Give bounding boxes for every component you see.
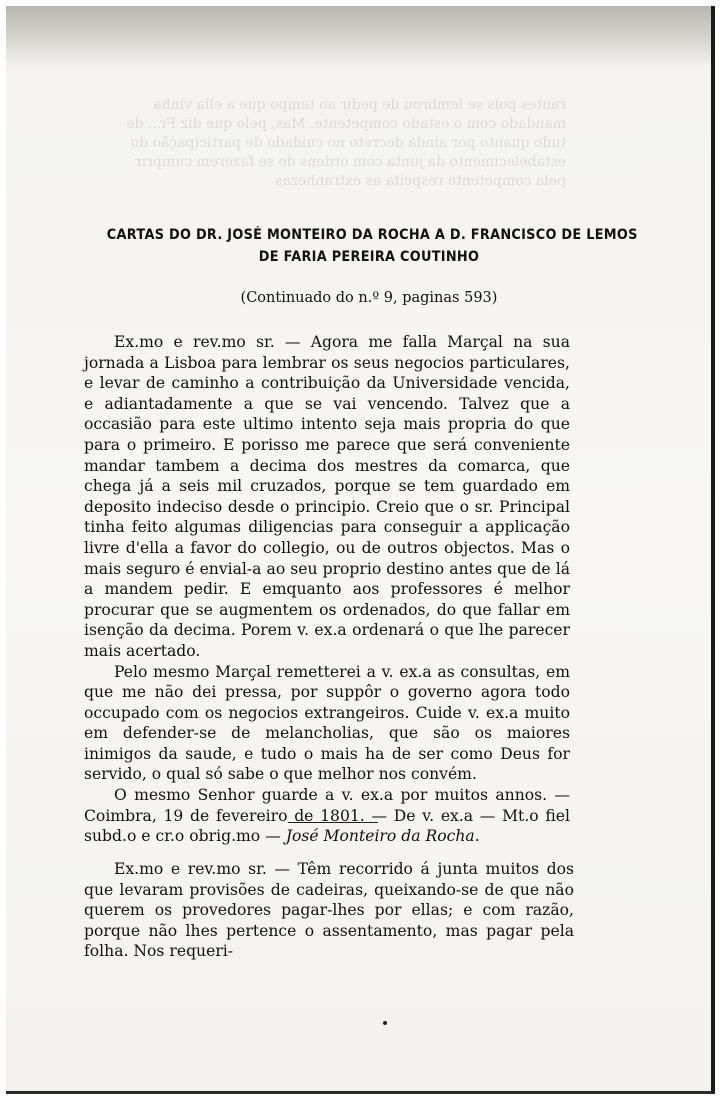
section-divider — [288, 822, 378, 823]
letter-2-paragraph-1: Ex.mo e rev.mo sr. — Têm recorrido á junta muitos dos que levaram provisões de cadeiras, queixando-se de que não querem os provedores pagar-lhes por ellas; e com razão, porque não lhes pertence o assentamento, mas pagar pela folha. Nos requeri- — [84, 860, 574, 961]
heading-line-1: CARTAS DO DR. JOSÉ MONTEIRO DA ROCHA A D. FRANCISCO DE LEMOS — [106, 227, 638, 243]
bleed-through-text: rantes pois se lembrou de pedir ao tempo que a ella vinha mandado com o estado competente. Mas, pelo que diz Fr... de tudo quanto por ainda decreto no cuidado de participação do estabelecimento da junta com ordens de se fazerem cumprir pela competente respeita as extranhezas — [126, 97, 566, 189]
signature: José Monteiro da Rocha. — [285, 827, 480, 846]
ink-speck — [383, 1021, 387, 1025]
heading-line-2: DE FARIA PEREIRA COUTINHO — [258, 249, 480, 265]
closing-text: O mesmo Senhor guarde a v. ex.a por muitos annos. — Coimbra, 19 de fevereiro de 1801. — De v. ex.a — Mt.o fiel subd.o e cr.o obrig.mo — — [84, 786, 570, 846]
continuation-note: (Continuado do n.º 9, paginas 593) — [240, 290, 498, 306]
letter-1-paragraph-2: Pelo mesmo Marçal remetterei a v. ex.a as consultas, em que me não dei pressa, por suppôr o governo agora todo occupado com os negocios extrangeiros. Cuide v. ex.a muito em defender-se de melancholias, que são os maiores inimigos da saude, e tudo o mais ha de ser como Deus for servido, o qual só sabe o que melhor nos convém. — [84, 662, 570, 784]
scan-shadow — [6, 6, 711, 66]
letter-2 — [84, 859, 574, 962]
article-heading — [106, 224, 638, 268]
letter-1-paragraph-3 — [84, 785, 570, 847]
letter-1-paragraph-1: Ex.mo e rev.mo sr. — Agora me falla Marçal na sua jornada a Lisboa para lembrar os seus negocios particulares, e levar de caminho a contribuição da Universidade vencida, e adiantadamente a que se vai vencendo. Talvez que a occasião para este ultimo intento seja mais propria do que para o primeiro. E porisso me parece que será conveniente mandar tambem a decima dos mestres da comarca, que chega já a seis mil cruzados, porque se tem guardado em deposito indeciso desde o principio. Creio que o sr. Principal tinha feito algumas diligencias para conseguir a applicação livre d'ella a favor do collegio, ou de outros objectos. Mas o mais seguro é envial-a ao seu proprio destino antes que de lá a mandem pedir. E emquanto aos professores é melhor procurar que se augmentem os ordenados, do que fallar em isenção da decima. Porem v. ex.a ordenará o que lhe parecer mais acertado. — [84, 333, 570, 660]
letter-1 — [84, 332, 570, 847]
